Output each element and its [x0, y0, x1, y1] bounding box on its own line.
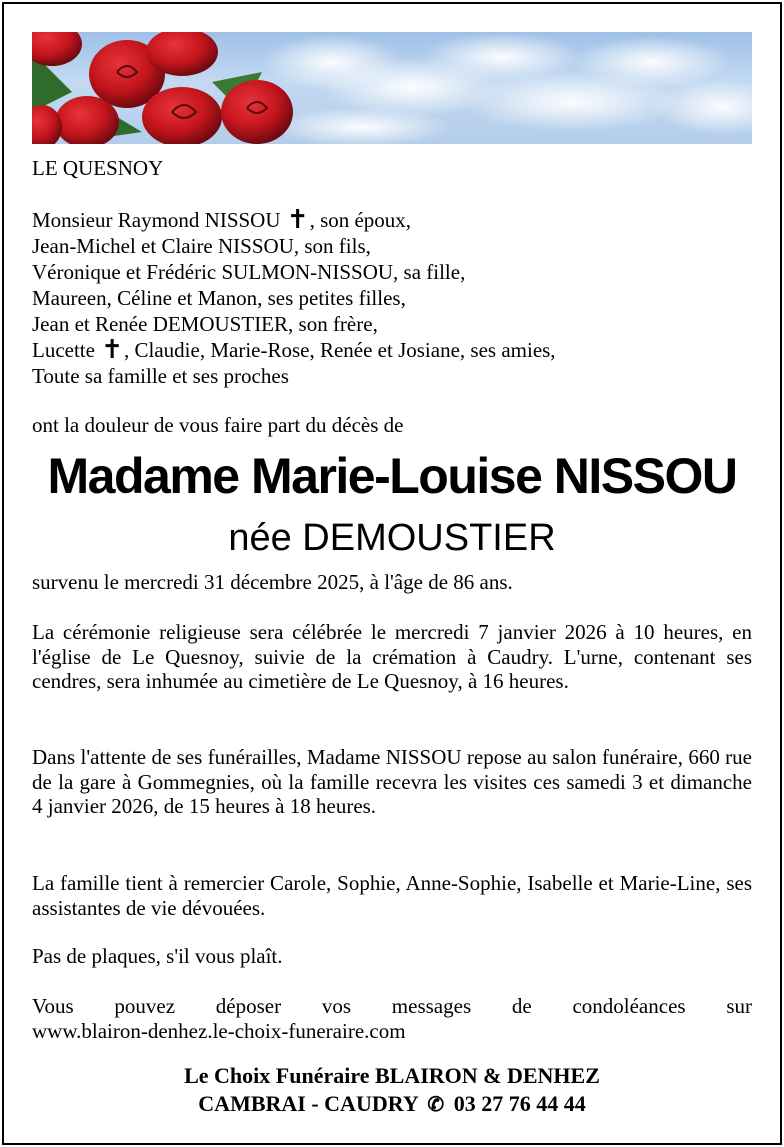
roses-sky-picture — [32, 32, 752, 144]
funeral-home-contact — [0, 1090, 784, 1119]
family-member-line — [32, 335, 556, 364]
condolences-line: Vous pouvez déposer vos messages de condoléances sur — [32, 994, 752, 1018]
family-member-line — [32, 286, 406, 310]
funeral-home-name: Le Choix Funéraire BLAIRON & DENHEZ — [184, 1063, 600, 1088]
no-plaques-note: Pas de plaques, s'il vous plaît. — [32, 944, 283, 968]
family-member-line — [32, 312, 378, 336]
family-member-text: Jean-Michel et Claire NISSOU, son fils, — [32, 234, 371, 258]
family-member-line — [32, 205, 412, 234]
roses — [32, 32, 293, 144]
family-member-text: Lucette — [32, 338, 101, 362]
family-member-text: Toute sa famille et ses proches — [32, 364, 289, 388]
family-member-text-after: , son époux, — [309, 208, 412, 232]
deceased-name: Madame Marie-Louise NISSOU — [47, 448, 737, 504]
phone-number[interactable]: 03 27 76 44 44 — [453, 1091, 586, 1116]
announcement: ont la douleur de vous faire part du décès de — [32, 413, 404, 437]
family-member-text: Véronique et Frédéric SULMON-NISSOU, sa fille, — [32, 260, 466, 284]
clouds — [262, 32, 752, 144]
banner-image — [32, 32, 752, 144]
family-member-line — [32, 364, 289, 388]
family-member-text: Jean et Renée DEMOUSTIER, son frère, — [32, 312, 378, 336]
phone-icon: ✆ — [427, 1094, 445, 1116]
family-member-text-after: , Claudie, Marie-Rose, Renée et Josiane, ses amies, — [124, 338, 556, 362]
family-member-line — [32, 234, 371, 258]
cities: CAMBRAI - CAUDRY — [198, 1091, 418, 1116]
visitation-paragraph: Dans l'attente de ses funérailles, Madame NISSOU repose au salon funéraire, 660 rue de la gare à Gommegnies, où la famille recevra les visites ces samedi 3 et dimanche 4 janvier 2026, de 15 heures à 18 heures. — [32, 745, 752, 818]
maiden-name: née DEMOUSTIER — [228, 517, 556, 559]
family-member-text: Maureen, Céline et Manon, ses petites filles, — [32, 286, 406, 310]
deceased-cross-icon: ✝ — [286, 205, 309, 234]
location: LE QUESNOY — [32, 156, 164, 180]
deceased-cross-icon: ✝ — [101, 335, 124, 364]
family-member-line — [32, 260, 465, 284]
family-member-text: Monsieur Raymond NISSOU — [32, 208, 286, 232]
death-date: survenu le mercredi 31 décembre 2025, à l'âge de 86 ans. — [32, 570, 513, 594]
thanks-paragraph: La famille tient à remercier Carole, Sophie, Anne-Sophie, Isabelle et Marie-Line, ses assistantes de vie dévouées. — [32, 871, 752, 920]
ceremony-paragraph: La cérémonie religieuse sera célébrée le mercredi 7 janvier 2026 à 10 heures, en l'église de Le Quesnoy, suivie de la crémation à Caudry. L'urne, contenant ses cendres, sera inhumée au cimetière de Le Quesnoy, à 16 heures. — [32, 620, 752, 693]
condolences-url[interactable]: www.blairon-denhez.le-choix-funeraire.com — [32, 1019, 406, 1043]
